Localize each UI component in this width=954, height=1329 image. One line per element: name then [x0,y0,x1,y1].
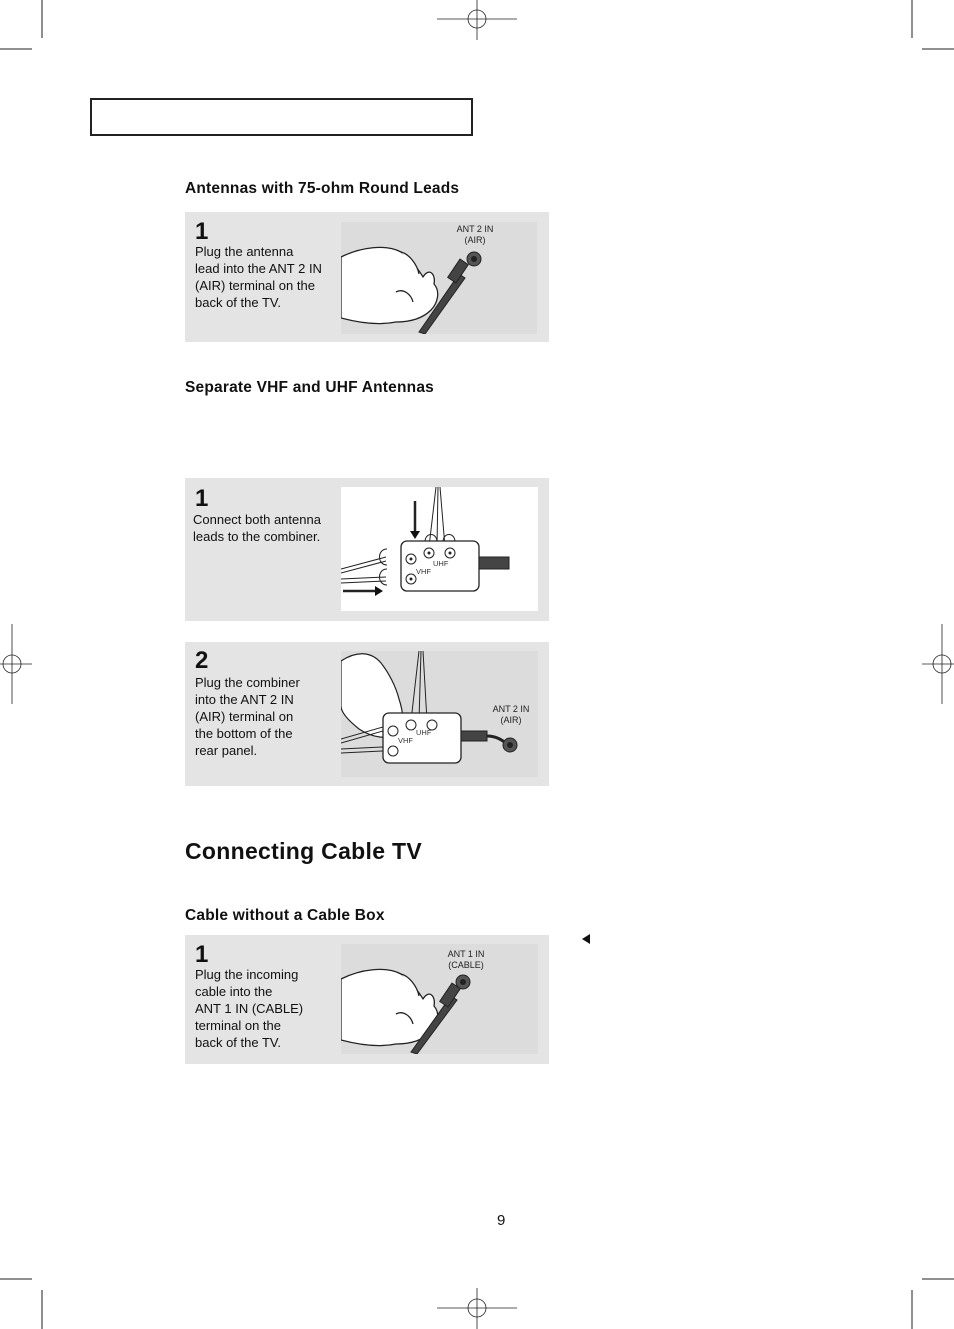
uhf-label: UHF [433,559,449,568]
vhf-label: VHF [398,736,413,745]
header-box [90,98,473,136]
illustration-hand-ant2 [341,222,537,334]
illustration-hand-ant1 [341,944,538,1054]
jack-label: ANT 2 IN (AIR) [456,224,494,245]
step-text: Connect both antenna leads to the combiner. [193,512,321,544]
arrow-left-icon [582,934,590,944]
cable-step1-panel [185,935,549,1064]
step-text: Plug the antenna lead into the ANT 2 IN (AIR) terminal on the back of the TV. [195,244,322,310]
cable-section-title: Connecting Cable TV [185,838,422,864]
step-text: Plug the incoming cable into the ANT 1 IN (CABLE) terminal on the back of the TV. [195,967,304,1050]
step-number: 2 [195,647,209,674]
illustration-combiner [341,487,538,611]
step-number: 1 [195,941,209,968]
step-number: 1 [195,485,209,512]
jack-label: ANT 2 IN (AIR) [492,704,530,725]
illustration-combiner-ant2 [341,651,538,777]
jack-label: ANT 1 IN (CABLE) [447,949,485,970]
page-number: 9 [497,1212,506,1229]
separate-step1-panel [185,478,549,621]
combiner-icon [341,487,538,611]
step-text: Plug the combiner into the ANT 2 IN (AIR) terminal on the bottom of the rear panel. [195,675,300,758]
step-number: 1 [195,218,209,245]
cable-heading: Cable without a Cable Box [185,907,385,924]
hand-plug-icon [341,222,537,334]
separate-step2-panel [185,642,549,786]
vhf-label: VHF [416,567,431,576]
round-leads-step1-panel [185,212,549,342]
separate-heading: Separate VHF and UHF Antennas [185,379,434,396]
uhf-label: UHF [416,728,432,737]
round-leads-heading: Antennas with 75-ohm Round Leads [185,180,460,197]
